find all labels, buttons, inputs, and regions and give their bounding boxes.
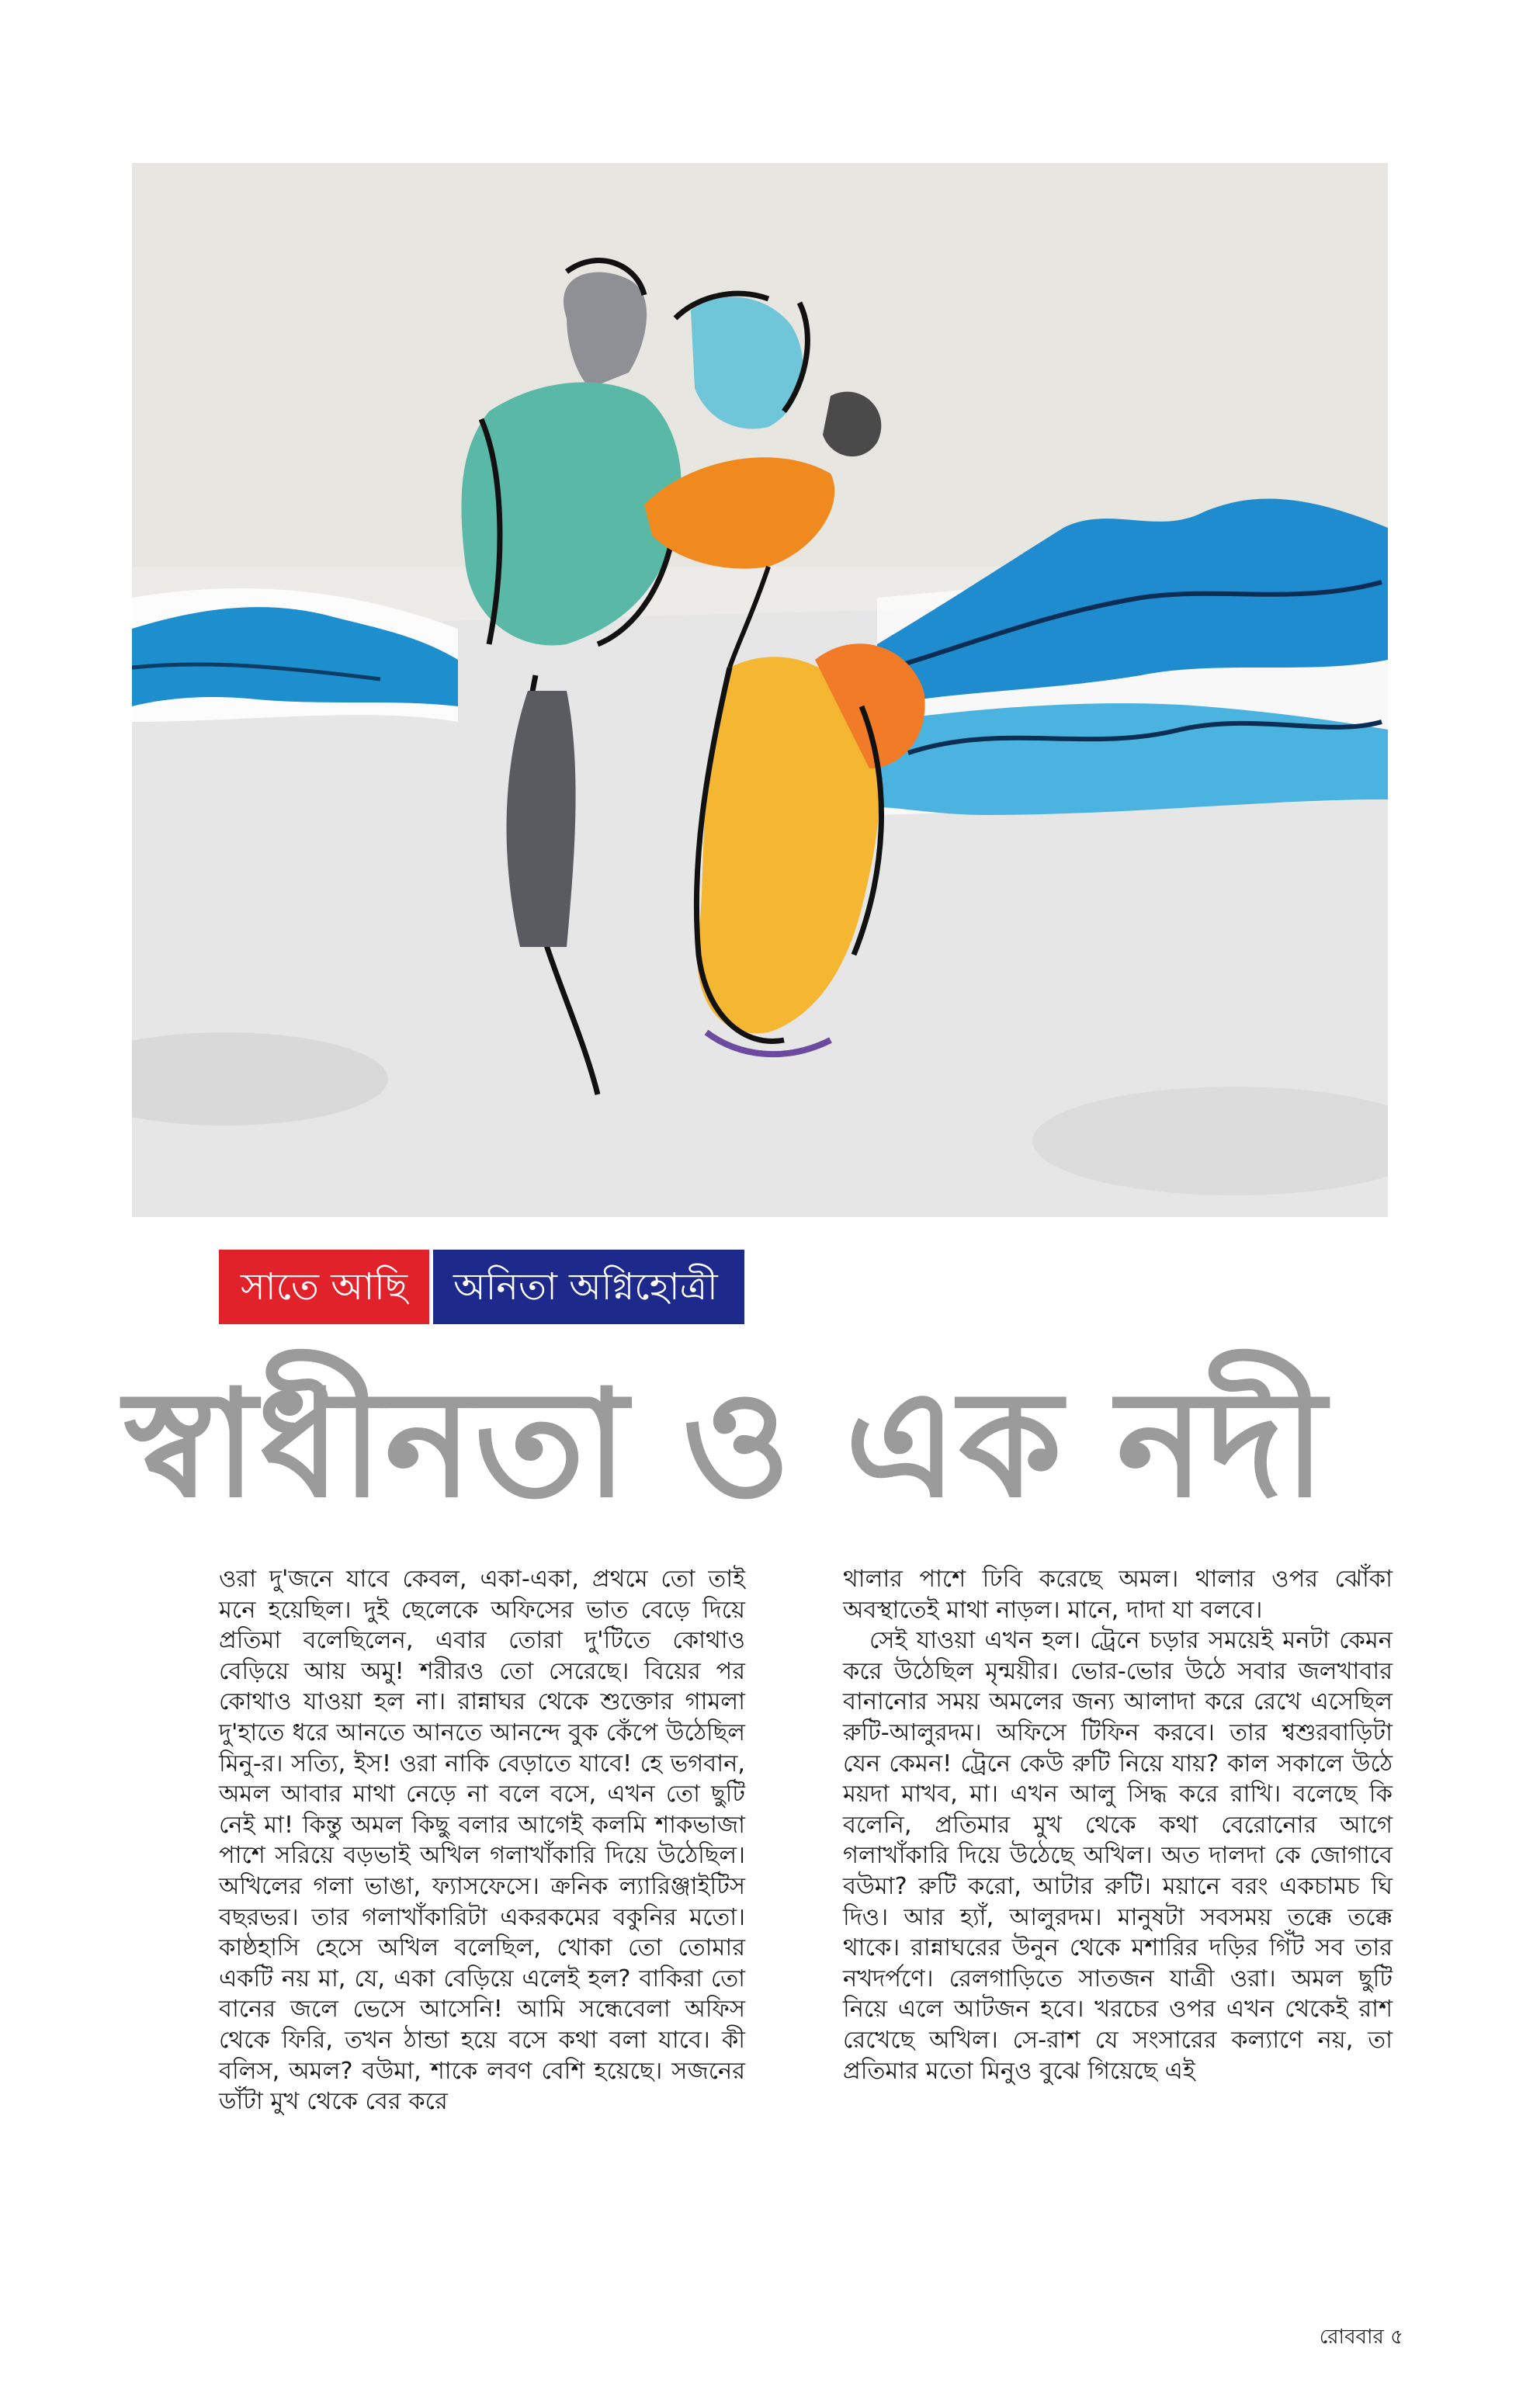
text-column-left: [219, 1564, 745, 2117]
painting-couple-by-river: [132, 163, 1388, 1217]
paragraph: ওরা দু'জনে যাবে কেবল, একা-একা, প্রথমে তো তাই মনে হয়েছিল। দুই ছেলেকে অফিসের ভাত বেড়ে দিয়ে প্রতিমা বলেছিলেন, এবার তোরা দু'টিতে কোথাও বেড়িয়ে আয় অমু! শরীরও তো সেরেছে। বিয়ের পর কোথাও যাওয়া হল না। রান্নাঘর থেকে শুক্তোর গামলা দু'হাতে ধরে আনতে আনতে আনন্দে বুক কেঁপে উঠেছিল মিনু-র। সত্যি, ইস! ওরা নাকি বেড়াতে যাবে! হে ভগবান, অমল আবার মাথা নেড়ে না বলে বসে, এখন তো ছুটি নেই মা! কিন্তু অমল কিছু বলার আগেই কলমি শাকভাজা পাশে সরিয়ে বড়ভাই অখিল গলাখাঁকারি দিয়ে উঠেছিল। অখিলের গলা ভাঙা, ফ্যাসফেসে। ক্রনিক ল্যারিঞ্জাইটিস বছরভর। তার গলাখাঁকারিটা একরকমের বকুনির মতো। কাষ্ঠহাসি হেসে অখিল বলেছিল, খোকা তো তোমার একটি নয় মা, যে, একা বেড়িয়ে এলেই হল? বাকিরা তো বানের জলে ভেসে আসেনি! আমি সন্ধেবেলা অফিস থেকে ফিরি, তখন ঠান্ডা হয়ে বসে কথা বলা যাবে। কী বলিস, অমল? বউমা, শাকে লবণ বেশি হয়েছে। সজনের ডাঁটা মুখ থেকে বের করে: [219, 1566, 745, 2116]
illustration: [132, 163, 1388, 1217]
series-label: সাতে আছি: [219, 1250, 433, 1324]
author-name: অনিতা অগ্নিহোত্রী: [433, 1250, 744, 1324]
page-folio: রোববার ৫: [1319, 2325, 1403, 2349]
paragraph: থালার পাশে ঢিবি করেছে অমল। থালার ওপর ঝোঁকা অবস্থাতেই মাথা নাড়ল। মানে, দাদা যা বলবে।: [843, 1566, 1393, 1624]
paragraph: সেই যাওয়া এখন হল। ট্রেনে চড়ার সময়েই মনটা কেমন করে উঠেছিল মৃন্ময়ীর। ভোর-ভোর উঠে সবার জলখাবার বানানোর সময় অমলের জন্য আলাদা করে রেখে এসেছিল রুটি-আলুরদম। অফিসে টিফিন করবে। তার শ্বশুরবাড়িটা যেন কেমন! ট্রেনে কেউ রুটি নিয়ে যায়? কাল সকালে উঠে ময়দা মাখব, মা। এখন আলু সিদ্ধ করে রাখি। বলেছে কি বলেনি, প্রতিমার মুখ থেকে কথা বেরোনোর আগে গলাখাঁকারি দিয়ে উঠেছে অখিল। অত দালদা কে জোগাবে বউমা? রুটি করো, আটার রুটি। ময়ানে বরং একচামচ ঘি দিও। আর হ্যাঁ, আলুরদম। মানুষটা সবসময় তক্কে তক্কে থাকে। রান্নাঘরের উনুন থেকে মশারির দড়ির গিঁট সব তার নখদর্পণে। রেলগাড়িতে সাতজন যাত্রী ওরা। অমল ছুটি নিয়ে এলে আটজন হবে। খরচের ওপর এখন থেকেই রাশ রেখেছে অখিল। সে-রাশ যে সংসারের কল্যাণে নয়, তা প্রতিমার মতো মিনুও বুঝে গিয়েছে এই: [843, 1627, 1393, 2085]
text-column-right: [843, 1564, 1393, 2086]
story-title: স্বাধীনতা ও এক নদী: [124, 1357, 1327, 1530]
series-author-tag: [219, 1250, 744, 1324]
